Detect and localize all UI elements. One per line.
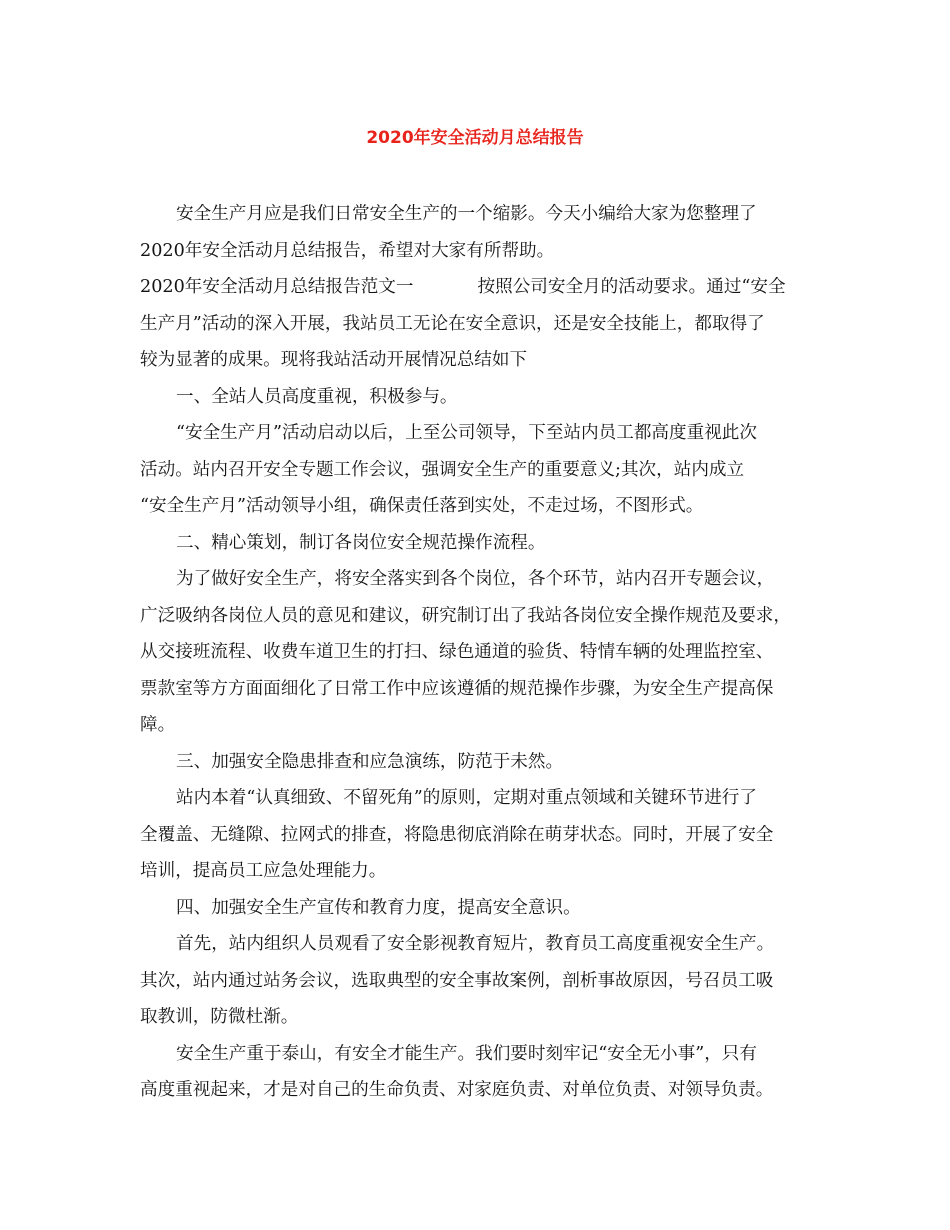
paragraph-line bbox=[140, 1036, 820, 1073]
paragraph-line bbox=[140, 780, 820, 817]
text-span: 广泛吸纳各岗位人员的意见和建议，研究制订出了我站各岗位安全操作规范及要求， bbox=[140, 605, 791, 626]
text-span: 为了做好安全生产，将安全落实到各个岗位，各个环节，站内召开专题会议， bbox=[176, 569, 775, 589]
text-span: 安全生产重于泰山，有安全才能生产。我们要时刻牢记“安全无小事”，只有 bbox=[176, 1043, 757, 1064]
paragraph-line bbox=[140, 488, 820, 525]
paragraph-line bbox=[140, 269, 820, 306]
paragraph-line bbox=[140, 634, 820, 671]
paragraph-line bbox=[140, 196, 820, 233]
text-span: “安全生产月”活动领导小组，确保责任落到实处，不走过场，不图形式。 bbox=[140, 496, 704, 516]
document-body bbox=[140, 196, 820, 1109]
section-heading: 2020年安全活动月总结报告范文一 bbox=[140, 277, 414, 297]
paragraph-line bbox=[140, 671, 820, 708]
section-heading-line bbox=[140, 890, 820, 927]
text-span: 高度重视起来，才是对自己的生命负责、对家庭负责、对单位负责、对领导负责。 bbox=[140, 1080, 774, 1100]
text-span: 全覆盖、无缝隙、拉网式的排查，将隐患彻底消除在萌芽状态。同时，开展了安全 bbox=[140, 824, 774, 845]
section-heading-line bbox=[140, 379, 820, 416]
section-heading-line bbox=[140, 744, 820, 781]
text-span: 票款室等方方面面细化了日常工作中应该遵循的规范操作步骤，为安全生产提高保 bbox=[140, 678, 774, 699]
paragraph-line bbox=[140, 1072, 820, 1109]
text-span: 从交接班流程、收费车道卫生的打扫、绿色通道的验货、特情车辆的处理监控室、 bbox=[140, 642, 774, 662]
paragraph-line bbox=[140, 561, 820, 598]
text-span: 较为显著的成果。现将我站活动开展情况总结如下 bbox=[140, 350, 528, 370]
section-heading: 三、加强安全隐患排查和应急演练，防范于未然。 bbox=[176, 751, 564, 772]
paragraph-line bbox=[140, 452, 820, 489]
paragraph-line bbox=[140, 817, 820, 854]
text-span: 按照公司安全月的活动要求。通过“安全 bbox=[477, 277, 786, 297]
section-heading-line bbox=[140, 525, 820, 562]
text-span: “安全生产月”活动启动以后，上至公司领导，下至站内员工都高度重视此次 bbox=[176, 423, 757, 443]
document-title: 2020年安全活动月总结报告 bbox=[366, 128, 584, 148]
text-span: 生产月”活动的深入开展，我站员工无论在安全意识，还是安全技能上，都取得了 bbox=[140, 313, 765, 334]
paragraph-line bbox=[140, 415, 820, 452]
text-span: 其次，站内通过站务会议，选取典型的安全事故案例，剖析事故原因，号召员工吸 bbox=[140, 970, 774, 991]
text-span: 首先，站内组织人员观看了安全影视教育短片，教育员工高度重视安全生产。 bbox=[176, 934, 775, 954]
text-span: 培训，提高员工应急处理能力。 bbox=[140, 861, 387, 881]
text-span: 安全生产月应是我们日常安全生产的一个缩影。今天小编给大家为您整理了 bbox=[176, 204, 757, 224]
text-span: 站内本着“认真细致、不留死角”的原则，定期对重点领域和关键环节进行了 bbox=[176, 788, 757, 808]
paragraph-line bbox=[140, 342, 820, 379]
paragraph-line bbox=[140, 707, 820, 744]
section-heading: 一、全站人员高度重视，积极参与。 bbox=[176, 386, 458, 407]
text-span: 2020年安全活动月总结报告，希望对大家有所帮助。 bbox=[140, 240, 555, 261]
paragraph-line bbox=[140, 306, 820, 343]
text-span: 活动。站内召开安全专题工作会议，强调安全生产的重要意义;其次，站内成立 bbox=[140, 459, 745, 480]
section-heading: 四、加强安全生产宣传和教育力度，提高安全意识。 bbox=[176, 897, 581, 918]
paragraph-line bbox=[140, 853, 820, 890]
paragraph-line bbox=[140, 926, 820, 963]
paragraph-line bbox=[140, 233, 820, 270]
section-heading: 二、精心策划，制订各岗位安全规范操作流程。 bbox=[176, 532, 546, 553]
text-span: 障。 bbox=[140, 715, 176, 735]
paragraph-line bbox=[140, 963, 820, 1000]
paragraph-line bbox=[140, 598, 820, 635]
paragraph-line bbox=[140, 999, 820, 1036]
text-span: 取教训，防微杜渐。 bbox=[140, 1007, 299, 1027]
